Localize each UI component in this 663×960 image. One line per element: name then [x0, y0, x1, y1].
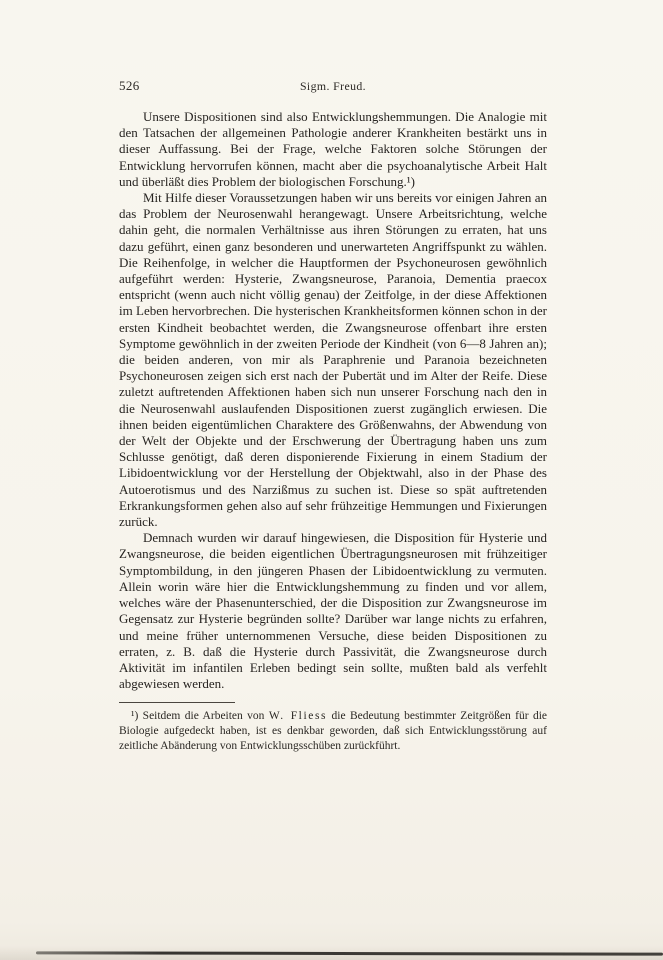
text-block — [119, 78, 547, 753]
page-body — [119, 109, 547, 692]
paragraph: Unsere Dispositionen sind also Entwicklungshemmungen. Die Analogie mit den Tatsachen der allgemeinen Pathologie anderer Krankheiten bestärkt uns in dieser Auffassung. Bei der Frage, welche Faktoren solche Störungen der Entwicklung hervorrufen können, macht aber die psychoanalytische Arbeit Halt und überläßt dies Problem der biologischen Forschung.¹) — [119, 109, 547, 189]
page-number: 526 — [119, 78, 140, 93]
footnote-text-pre: Seitdem die Arbeiten von — [138, 710, 269, 723]
footnote-separator — [119, 702, 235, 703]
footnote-author-name: W. Fliess — [268, 710, 328, 723]
footnote-marker: ¹) — [131, 710, 139, 723]
footnote — [119, 709, 547, 753]
paragraph: Demnach wurden wir darauf hingewiesen, die Disposition für Hysterie und Zwangsneurose, die beiden eigentlichen Übertragungsneurosen mit frühzeitiger Symptombildung, in den jüngeren Phasen der Libidoentwicklung zu vermuten. Allein worin wäre hier die Entwicklungshemmung zu finden und vor allem, welches wäre der Phasenunterschied, der die Disposition zur Zwangsneurose im Gegensatz zur Hysterie begründen sollte? Darüber war lange nichts zu erfahren, und meine früher unternommenen Versuche, diese beiden Dispositionen zu erraten, z. B. daß die Hysterie durch Passivität, die Zwangsneurose durch Aktivität im infantilen Erleben bedingt sein sollte, mußten bald als verfehlt abgewiesen werden. — [119, 530, 547, 692]
paragraph: Mit Hilfe dieser Voraussetzungen haben wir uns bereits vor einigen Jahren an das Problem der Neurosenwahl herangewagt. Unsere Arbeitsrichtung, welche dahin geht, die normalen Verhältnisse aus ihren Störungen zu erraten, hat uns dazu geführt, einen ganz besonderen und unerwarteten Angriffspunkt zu wählen. Die Reihenfolge, in welcher die Hauptformen der Psychoneurosen gewöhnlich aufgeführt werden: Hysterie, Zwangsneurose, Paranoia, Dementia praecox entspricht (wenn auch nicht völlig genau) der Zeitfolge, in der diese Affektionen im Leben hervorbrechen. Die hysterischen Krankheitsformen können schon in der ersten Kindheit beobachtet werden, die Zwangsneurose offenbart ihre ersten Symptome gewöhnlich in der zweiten Periode der Kindheit (von 6—8 Jahren an); die beiden anderen, von mir als Paraphrenie und Paranoia bezeichneten Psychoneurosen zeigen sich erst nach der Pubertät und im Alter der Reife. Diese zuletzt auftretenden Affektionen haben sich nun unserer Forschung nach den in die Neurosenwahl auslaufenden Dispositionen zuerst zugänglich erwiesen. Die ihnen beiden eigentümlichen Charaktere des Größenwahns, der Abwendung von der Welt der Objekte und der Erschwerung der Übertragung haben uns zum Schlusse genötigt, daß deren disponierende Fixierung in einem Stadium der Libidoentwicklung vor der Herstellung der Objektwahl, also in der Phase des Autoerotismus und des Narzißmus zu suchen ist. Diese so spät auftretenden Erkrankungsformen gehen also auf sehr frühzeitige Hemmungen und Fixierungen zurück. — [119, 190, 547, 530]
page-header — [119, 78, 547, 96]
running-header: Sigm. Freud. — [299, 79, 367, 93]
footnote-text-post: die Bedeutung bestimmter Zeitgrößen für die Biologie aufgedeckt haben, ist es denkbar geworden, daß sich Entwicklungsstörung auf zeitliche Abänderung von Entwicklungsschüben zurückführt. — [119, 710, 548, 752]
